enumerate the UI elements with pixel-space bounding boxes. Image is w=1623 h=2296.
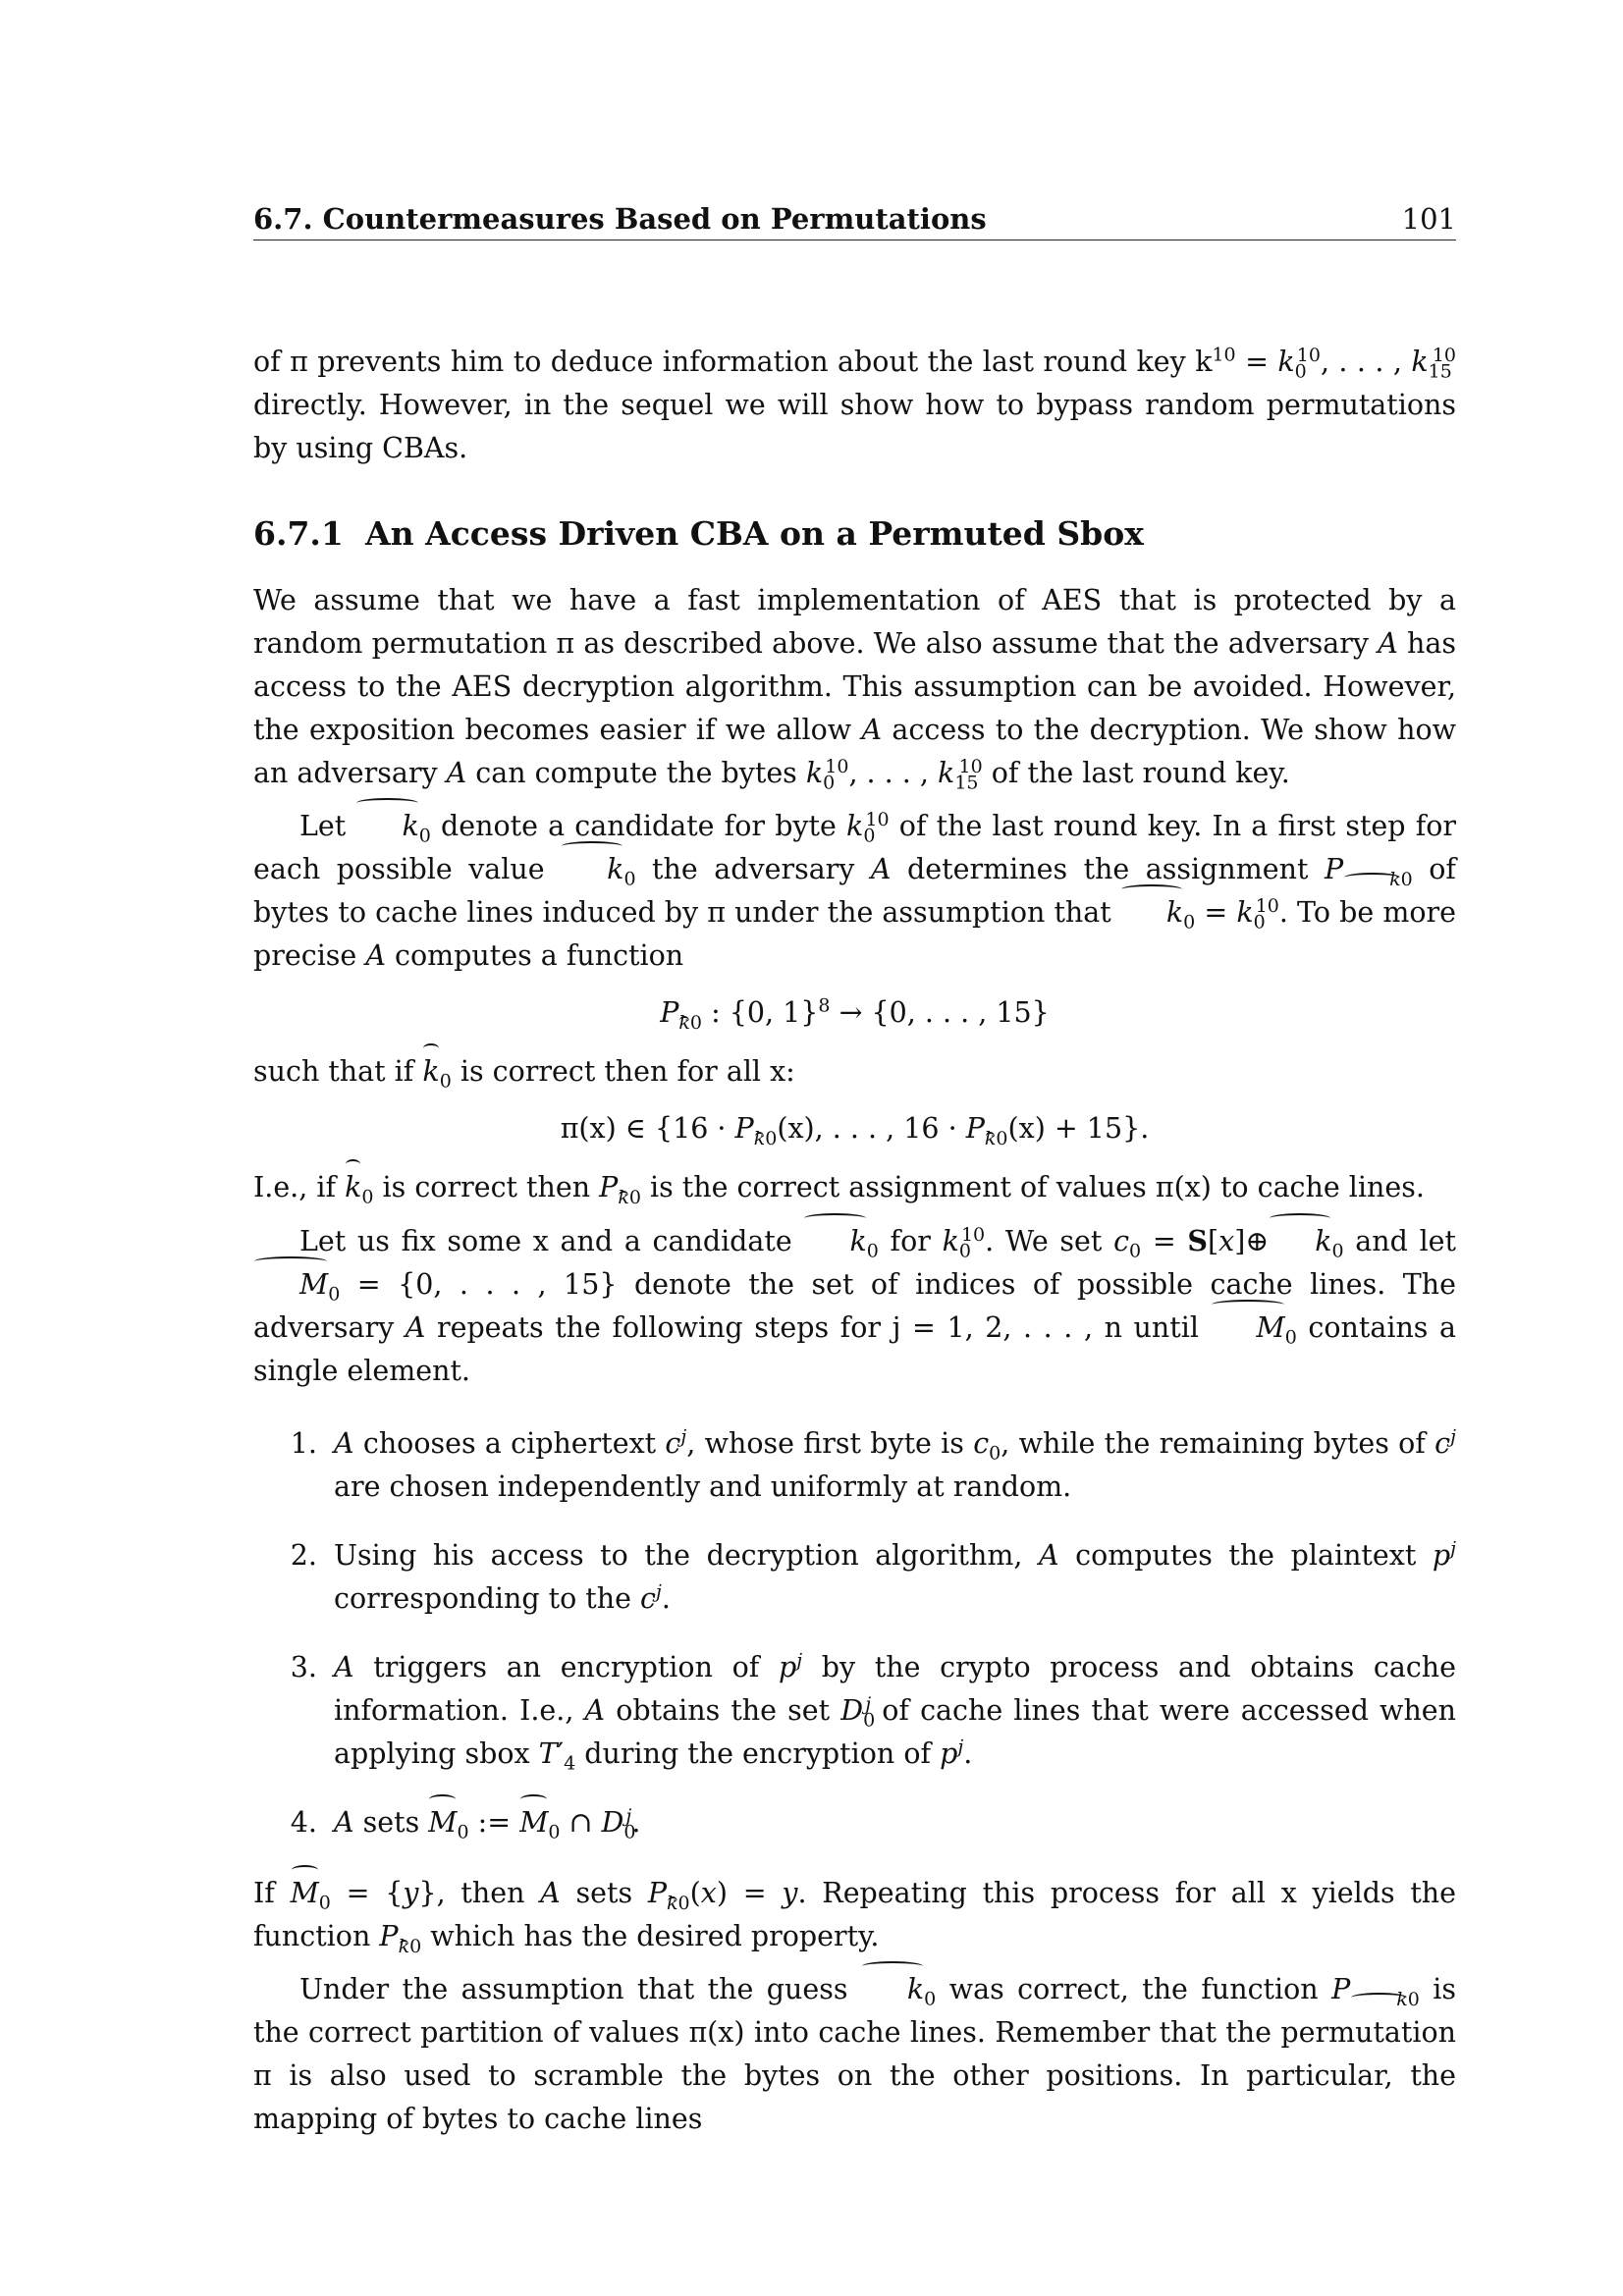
paragraph: of π prevents him to deduce information about the last round key $k^{10} = k_0^{10}$, . . . , $k_{15}^{10}$ directly. However, in the sequel we will show how to bypass random permutations by using CBAs.: [253, 344, 1457, 464]
section-title: An Access Driven CBA on a Permuted Sbox: [365, 514, 1144, 553]
list-item: 2. Using his access to the decryption algorithm, A computes the plaintext $p^j$ corresponding to the $c^j$.: [326, 1534, 1456, 1621]
body-text: [253, 341, 1456, 2141]
section-number: 6.7.1: [253, 514, 344, 553]
page-number: 101: [1401, 202, 1456, 236]
paragraph: such that if $k_0$ is correct then for all x:: [253, 1050, 1456, 1094]
list-item: 3. A triggers an encryption of $p^j$ by the crypto process and obtains cache information. I.e., A obtains the set $D_0^j$ of cache lines that were accessed when applying sbox $T'_4$ during the encryption of $p^j$.: [326, 1646, 1456, 1776]
header-title: 6.7. Countermeasures Based on Permutations: [253, 202, 987, 236]
paragraph: Let $k_0$ denote a candidate for byte $k_0^{10}$ of the last round key. In a first step for each possible value $k_0$ the adversary A determines the assignment P $_{k0}$ of bytes to cache lines induced by π under the assumption that $k_0 = k_0^{10}$. To be more precise A computes a function: [253, 805, 1456, 978]
paragraph: I.e., if $k_0$ is correct then $P_{k0}$ is the correct assignment of values π(x) to cache lines.: [253, 1166, 1456, 1209]
running-header: [253, 200, 1456, 240]
list-item: 1. A chooses a ciphertext $c^j$, whose first byte is $c_0$, while the remaining bytes of $c^j$ are chosen independently and uniformly at random.: [326, 1422, 1456, 1509]
paragraph: We assume that we have a fast implementation of AES that is protected by a random permutation π as described above. We also assume that the adversary A has access to the AES decryption algorithm. This assumption can be avoided. However, the exposition becomes easier if we allow A access to the decryption. We show how an adversary A can compute the bytes $k_0^{10}$, . . . , $k_{15}^{10}$ of the last round key.: [253, 584, 1457, 794]
paragraph: Under the assumption that the guess $k_0$ was correct, the function P $_{k0}$ is the correct partition of values π(x) into cache lines. Remember that the permutation π is also used to scramble the bytes on the other positions. In particular, the mapping of bytes to cache lines: [253, 1968, 1456, 2141]
section-heading: [253, 512, 1456, 556]
list-item: 4. A sets $M_0$ := $M_0$ ∩ $D_0^j$.: [326, 1801, 1456, 1844]
paragraph: Let us fix some x and a candidate $k_0$ for $k_0^{10}$. We set $c_0$ = S[x]⊕ $k_0$ and let $M_0 = \{0$, . . . , 15} denote the set of indices of possible cache lines. The adversary A repeats the following steps for j = 1, 2, . . . , n until $M_0$ contains a single element.: [253, 1219, 1456, 1393]
display-equation: π(x) ∈ {$16 \cdot P_{k0}(x)$, . . . , $16 \cdot P_{k0}(x) + 15$}.: [560, 1112, 1150, 1149]
algorithm-steps: [253, 1422, 1456, 1844]
paragraph: If $M_0 = \{y\}$, then A sets $P_{k0}(x) = y$. Repeating this process for all x yields the function $P_{k0}$ which has the desired property.: [253, 1872, 1456, 1958]
display-equation: $P_{k0}$ : {0, 1}$^8$ → {0, . . . , 15}: [660, 994, 1050, 1034]
